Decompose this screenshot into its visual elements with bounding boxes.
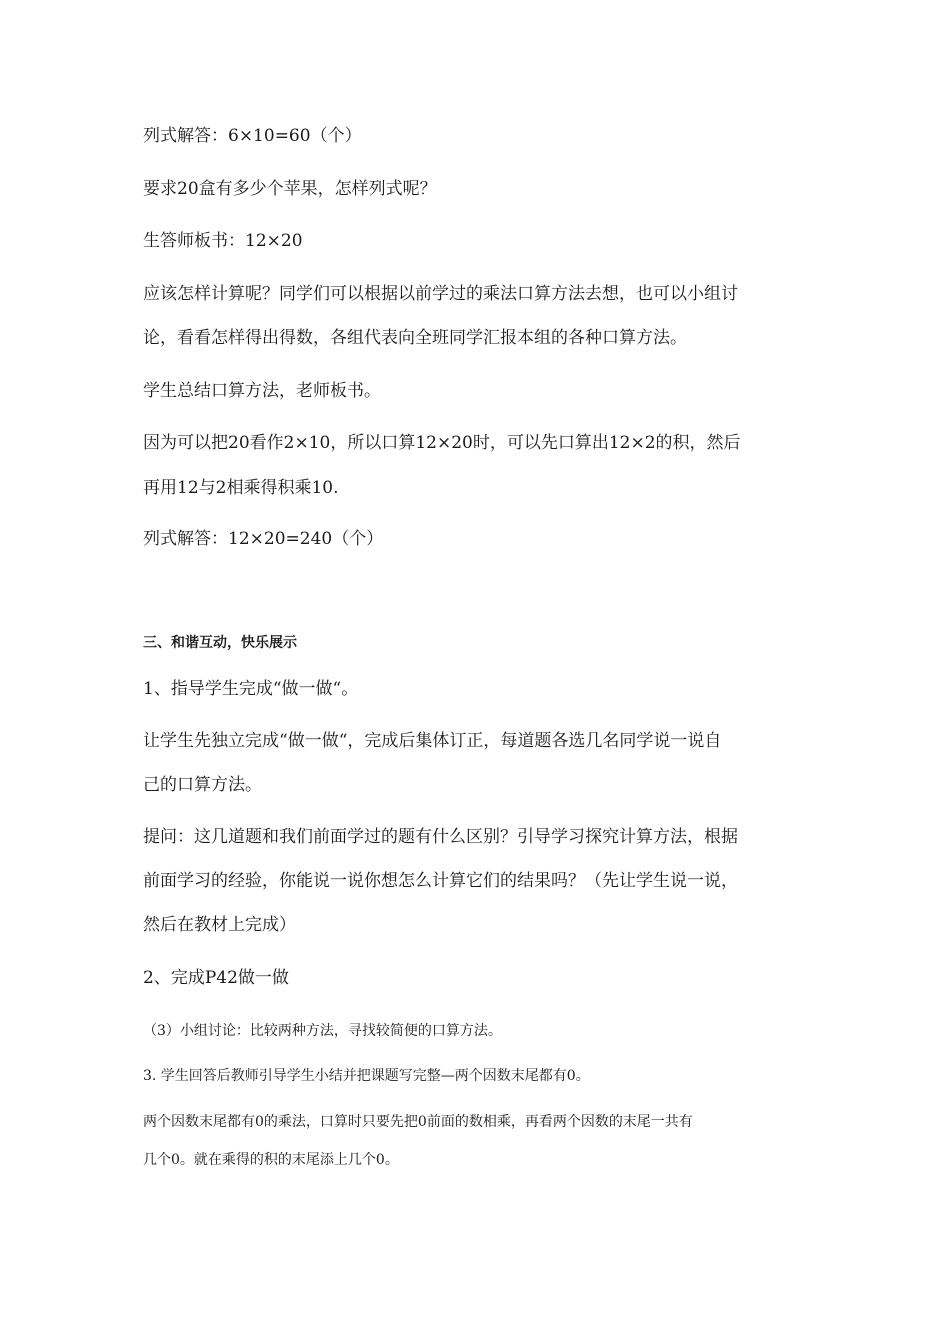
section-heading: 三、和谐互动，快乐展示 [143, 635, 297, 651]
text-line: 提问：这几道题和我们前面学过的题有什么区别？引导学习探究计算方法，根据 [143, 827, 738, 847]
small-text-line: 3. 学生回答后教师引导学生小结并把课题写完整—两个因数末尾都有0。 [143, 1068, 590, 1084]
text-line: 己的口算方法。 [143, 775, 262, 795]
text-line: 生答师板书：12×20 [143, 231, 303, 251]
text-line: 前面学习的经验，你能说一说你想怎么计算它们的结果吗？（先让学生说一说， [143, 871, 738, 891]
small-text-line: （3）小组讨论：比较两种方法，寻找较简便的口算方法。 [143, 1023, 502, 1039]
text-line: 学生总结口算方法，老师板书。 [143, 381, 381, 401]
small-text-line: 两个因数末尾都有0的乘法，口算时只要先把0前面的数相乘，再看两个因数的末尾一共有 [143, 1114, 693, 1130]
text-line: 让学生先独立完成“做一做“，完成后集体订正，每道题各选几名同学说一说自 [143, 731, 722, 751]
text-line: 1、指导学生完成“做一做“。 [143, 679, 359, 699]
text-line: 然后在教材上完成） [143, 915, 296, 935]
text-line: 列式解答：6×10=60（个） [143, 126, 362, 146]
text-line: 因为可以把20看作2×10，所以口算12×20时，可以先口算出12×2的积，然后 [143, 433, 741, 453]
text-line: 论，看看怎样得出得数，各组代表向全班同学汇报本组的各种口算方法。 [143, 328, 687, 348]
text-line: 要求20盒有多少个苹果，怎样列式呢？ [143, 179, 437, 199]
text-line: 列式解答：12×20=240（个） [143, 529, 384, 549]
text-line: 2、完成P42做一做 [143, 968, 289, 988]
small-text-line: 几个0。就在乘得的积的末尾添上几个0。 [143, 1152, 399, 1168]
text-line: 再用12与2相乘得积乘10. [143, 478, 339, 498]
text-line: 应该怎样计算呢？同学们可以根据以前学过的乘法口算方法去想，也可以小组讨 [143, 284, 738, 304]
